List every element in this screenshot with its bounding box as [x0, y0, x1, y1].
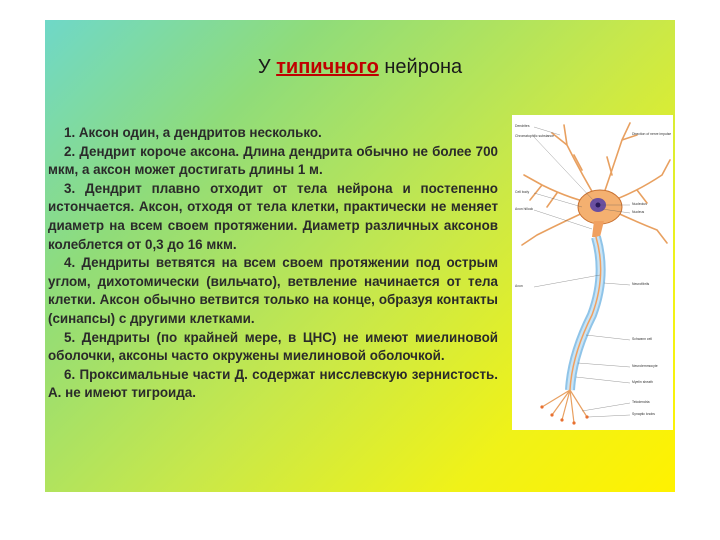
label-axon-hillock: Axon hillock: [515, 207, 534, 211]
slide-title: [45, 56, 675, 79]
label-nucleolus: Nucleolus: [632, 202, 647, 206]
telodendria-drawing: [542, 390, 587, 423]
title-suffix: нейрона: [378, 56, 463, 78]
label-nucleus: Nucleus: [632, 210, 645, 214]
label-neurolemmocyte: Neurolemmocyte: [632, 364, 658, 368]
title-highlight: типичного: [276, 56, 379, 78]
label-dendrites: Dendrites: [515, 124, 530, 128]
title-prefix: У: [257, 56, 277, 78]
label-neurofibrils: Neurofibrils: [632, 282, 650, 286]
label-cell-body: Cell body: [515, 190, 530, 194]
label-axon: Axon: [515, 284, 523, 288]
label-chromatophilic: Chromatophilic substance: [515, 134, 555, 138]
paragraph-6: 6. Проксимальные части Д. содержат нисслевскую зернистость. А. не имеют тигроида.: [48, 366, 498, 401]
label-telodendria: Telodendria: [632, 400, 650, 404]
axon-hillock: [592, 221, 604, 237]
label-myelin-sheath: Myelin sheath: [632, 380, 653, 384]
label-impulse-direction: Direction of nerve impulse: [632, 132, 672, 136]
myelin-segments: [570, 237, 601, 390]
neuron-illustration: [512, 115, 673, 430]
body-text: [48, 124, 498, 403]
paragraph-3: 3. Дендрит плавно отходит от тела нейрона и постепенно истончается. Аксон, отходя от тела клетки, практически не меняет диаметр на всем своем протяжении. Диаметр различных аксонов колеблется от 0,3 до 16 мкм.: [48, 180, 498, 252]
nucleolus: [596, 203, 601, 208]
neuron-figure: [512, 115, 673, 430]
paragraph-5: 5. Дендриты (по крайней мере, в ЦНС) не имеют миелиновой оболочки, аксоны часто окружены миелиновой оболочкой.: [48, 329, 498, 364]
paragraph-4: 4. Дендриты ветвятся на всем своем протяжении под острым углом, дихотомически (вильчато), ветвление начинается от тела клетки. Аксон обычно ветвится только на конце, образуя контакты (синапсы) с другими клетками.: [48, 255, 498, 326]
paragraph-1: 1. Аксон один, а дендритов несколько.: [64, 125, 322, 140]
label-schwann-cell: Schwann cell: [632, 337, 652, 341]
slide: [45, 20, 675, 492]
label-synaptic-knobs: Synaptic knobs: [632, 412, 655, 416]
paragraph-2: 2. Дендрит короче аксона. Длина дендрита обычно не более 700 мкм, а аксон может достигать длины 1 м.: [48, 143, 498, 178]
